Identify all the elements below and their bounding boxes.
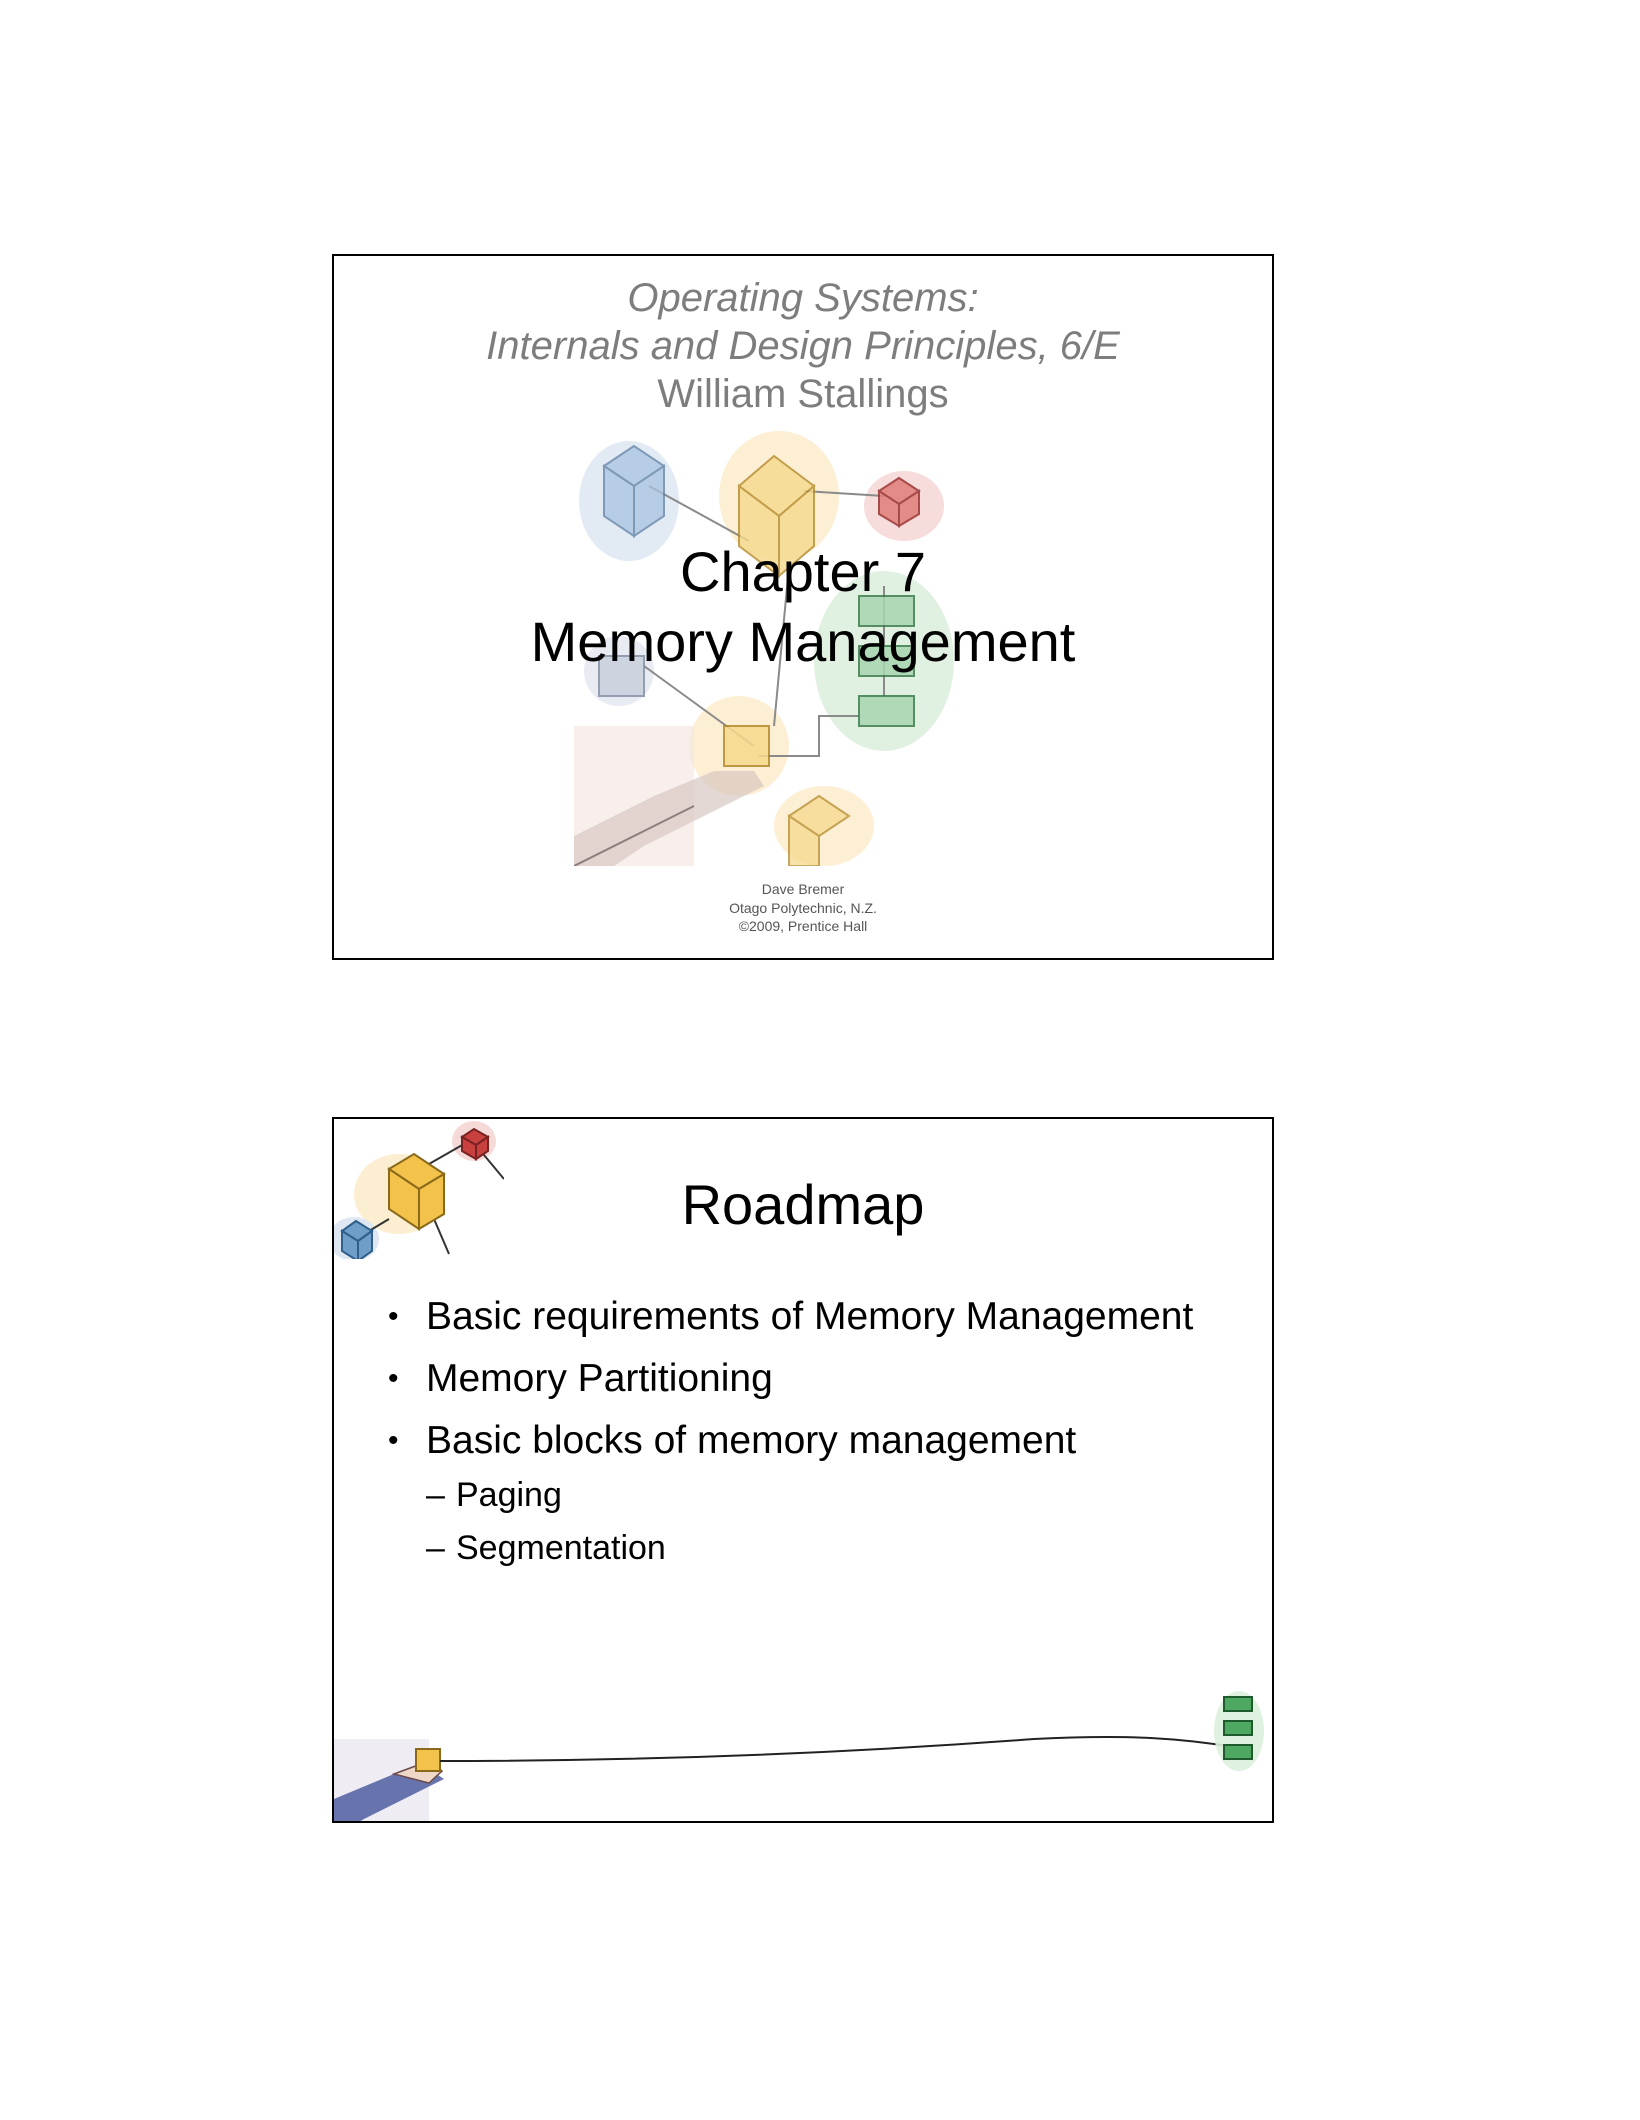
sub-bullet-list [426,1475,1204,1568]
roadmap-slide [332,1117,1274,1823]
bottom-connector-illustration [334,1679,1274,1823]
sub-bullet-item [426,1528,1204,1568]
bullet-item [384,1355,1204,1403]
chapter-title: Memory Management [530,610,1076,673]
bullet-item [384,1293,1204,1341]
chapter-number: Chapter 7 [680,540,926,603]
sub-bullet-item [426,1475,1204,1515]
credit-copyright: ©2009, Prentice Hall [738,918,868,934]
book-title-line-1: Operating Systems: [627,276,979,320]
bullet-marker: • [388,1300,399,1333]
bullet-marker: • [388,1424,399,1457]
bullet-item [384,1417,1204,1568]
roadmap-bullet-list [384,1293,1204,1582]
bullet-text: Basic requirements of Memory Management [426,1295,1194,1338]
book-title-line-2: Internals and Design Principles, 6/E [486,324,1120,368]
bullet-text: Basic blocks of memory management [426,1419,1077,1462]
bullet-text: Memory Partitioning [426,1357,773,1400]
sub-bullet-marker: – [426,1476,445,1514]
book-author: William Stallings [657,372,949,416]
bullet-marker: • [388,1362,399,1395]
credit-author: Dave Bremer [761,881,845,897]
credit-institution: Otago Polytechnic, N.Z. [729,900,877,916]
slide-title: Roadmap [681,1173,925,1236]
sub-bullet-text: Paging [456,1476,562,1514]
title-slide [332,254,1274,960]
sub-bullet-marker: – [426,1529,445,1567]
sub-bullet-text: Segmentation [456,1529,666,1567]
